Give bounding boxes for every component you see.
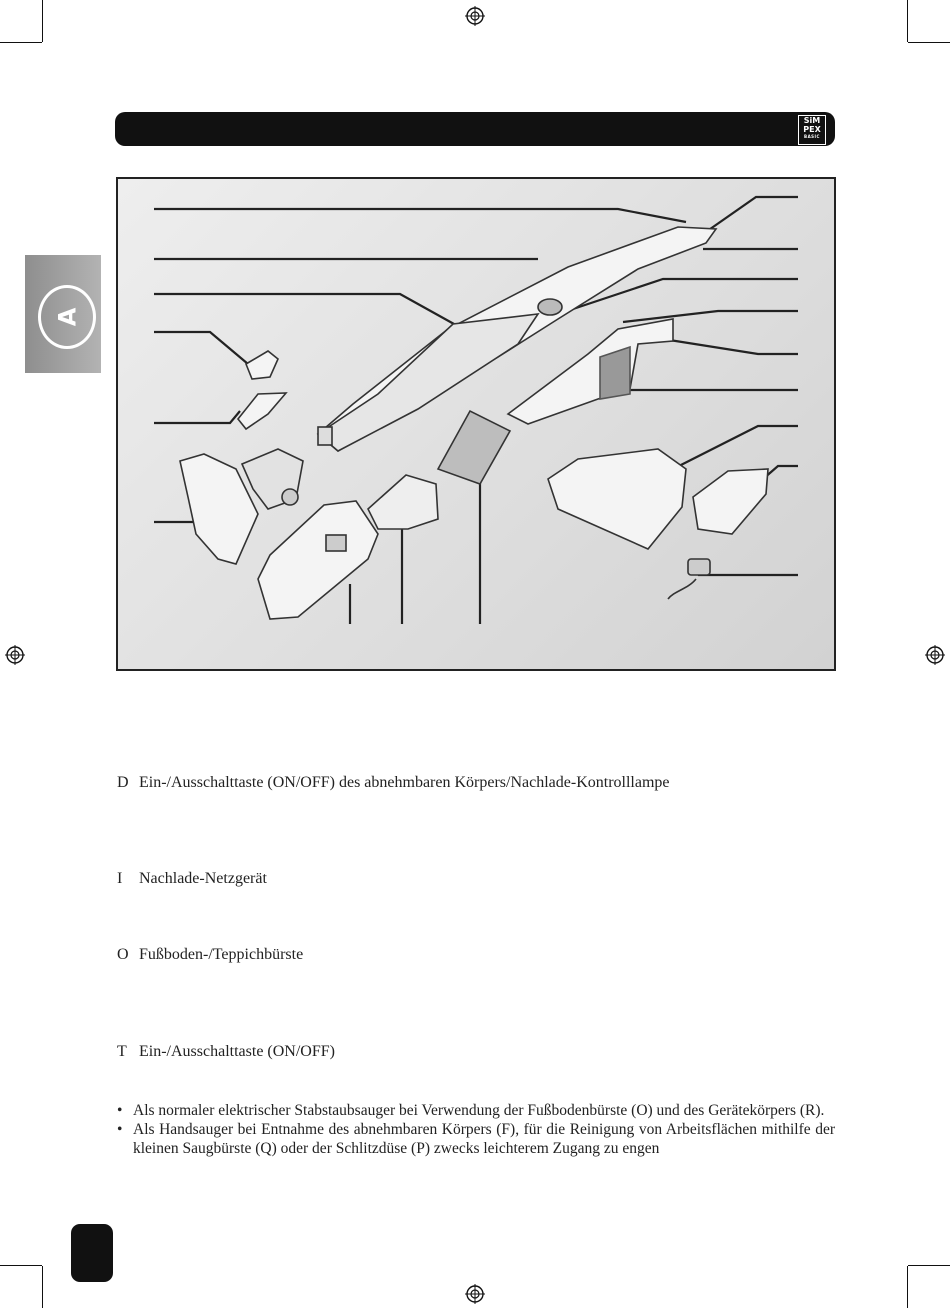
registration-mark-icon — [925, 645, 945, 665]
leader-line — [154, 294, 463, 329]
leader-line — [623, 311, 798, 322]
list-item: • Als normaler elektrischer Stabstaubsauger bei Verwendung der Fußbodenbürste (O) und des Gerätekörpers (R). — [117, 1102, 825, 1119]
leader-line — [154, 332, 248, 364]
crevice-nozzle — [238, 393, 286, 429]
crop-mark — [908, 1265, 950, 1266]
crop-mark — [908, 42, 950, 43]
description-line: T Ein-/Ausschalttaste (ON/OFF) — [117, 1043, 335, 1060]
leader-line — [154, 411, 240, 423]
small-brush — [246, 351, 278, 379]
crop-mark — [0, 42, 42, 43]
description-line: I Nachlade-Netzgerät — [117, 870, 267, 887]
page-number-tab — [71, 1224, 113, 1282]
dust-container — [258, 501, 378, 619]
charger-unit — [693, 469, 768, 534]
registration-mark-icon — [465, 1284, 485, 1304]
language-badge — [38, 285, 96, 349]
leader-line — [663, 339, 798, 354]
leader-line — [154, 209, 686, 222]
description-line: D Ein-/Ausschalttaste (ON/OFF) des abnehmbaren Körpers/Nachlade-Kontrolllampe — [117, 774, 670, 791]
crop-mark — [907, 1266, 908, 1308]
crop-mark — [42, 0, 43, 42]
registration-mark-icon — [465, 6, 485, 26]
brand-logo: SiM PEX BASIC — [798, 115, 826, 145]
crop-mark — [42, 1266, 43, 1308]
language-tab — [25, 255, 101, 373]
crop-mark — [907, 0, 908, 42]
language-letter: A — [52, 307, 81, 327]
filter — [438, 411, 510, 484]
description-line: O Fußboden-/Teppichbürste — [117, 946, 304, 963]
header-bar — [115, 112, 835, 146]
crop-mark — [0, 1265, 42, 1266]
usage-list — [117, 1101, 835, 1158]
product-diagram — [116, 177, 836, 671]
vacuum-parts-illustration — [118, 179, 834, 669]
charging-base — [548, 449, 686, 549]
registration-mark-icon — [5, 645, 25, 665]
leader-line — [673, 426, 798, 469]
list-item: • Als Handsauger bei Entnahme des abnehmbaren Körpers (F), für die Reinigung von Arbeitsflächen mithilfe der kleinen Saugbürste (Q) oder der Schlitzdüse (P) zwecks leichterem Zugang zu engen — [117, 1121, 835, 1157]
